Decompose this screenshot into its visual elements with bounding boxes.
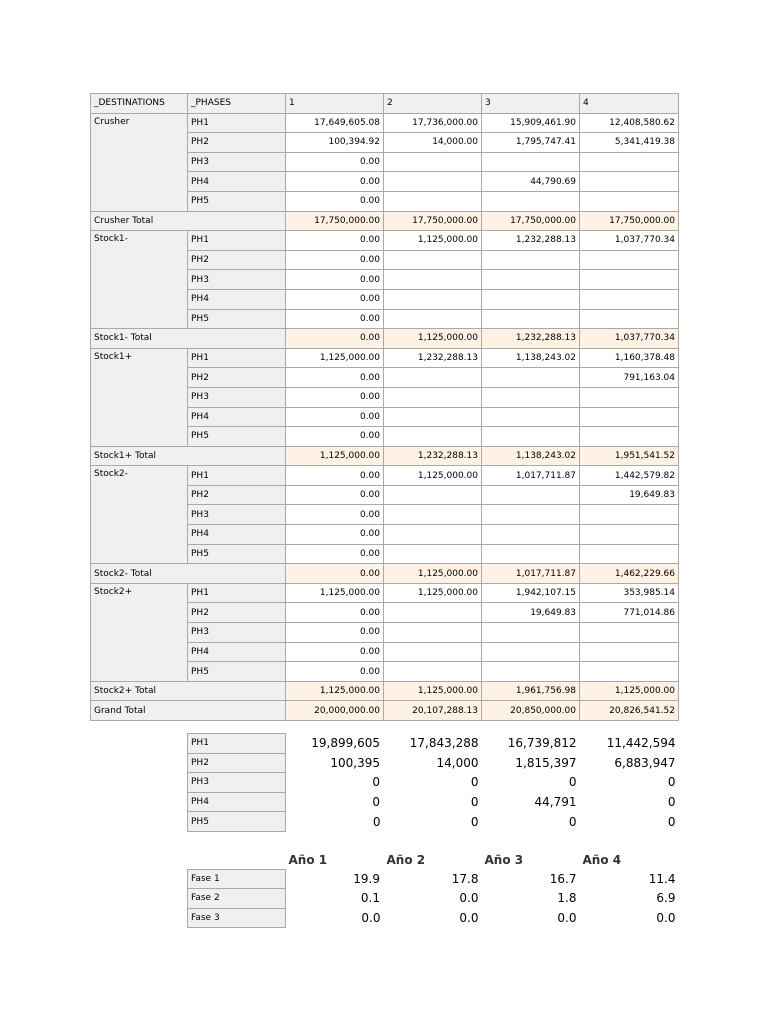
summary-value: 11,442,594 — [606, 736, 676, 751]
destination-label: Stock1- — [91, 231, 188, 329]
year-value: 0.0 — [557, 911, 577, 926]
value-cell: 0.00 — [286, 250, 384, 270]
destination-label: Crusher — [91, 113, 188, 211]
subtotal-value: 1,232,288.13 — [384, 446, 482, 466]
year-value: 0.0 — [656, 911, 676, 926]
value-cell — [384, 309, 482, 329]
table-row — [91, 466, 679, 486]
value-cell: 0.00 — [286, 152, 384, 172]
summary-value: 19,899,605 — [311, 736, 380, 751]
subtotal-label: Crusher Total — [91, 211, 286, 231]
value-cell: 1,125,000.00 — [286, 583, 384, 603]
value-cell: 0.00 — [286, 466, 384, 486]
value-cell: 0.00 — [286, 603, 384, 623]
fase-label: Fase 3 — [188, 908, 286, 928]
summary-value: 0 — [667, 795, 676, 810]
phase-label: PH2 — [188, 368, 286, 388]
table-row — [91, 231, 679, 251]
value-cell: 1,160,378.48 — [580, 348, 679, 368]
value-cell — [482, 368, 580, 388]
year-header: Año 4 — [582, 852, 622, 867]
value-cell — [482, 623, 580, 643]
value-cell — [580, 544, 679, 564]
summary-value: 0 — [470, 795, 479, 810]
subtotal-value: 1,125,000.00 — [384, 681, 482, 701]
value-cell: 0.00 — [286, 544, 384, 564]
value-cell: 19,649.83 — [580, 485, 679, 505]
value-cell — [482, 191, 580, 211]
summary-value: 44,791 — [534, 795, 577, 810]
phase-label: PH3 — [188, 623, 286, 643]
value-cell — [482, 525, 580, 545]
years-row — [188, 889, 679, 909]
years-row — [188, 908, 679, 928]
summary-value: 1,815,397 — [515, 755, 577, 770]
value-cell: 1,125,000.00 — [384, 466, 482, 486]
value-cell — [384, 270, 482, 290]
years-header-row — [188, 850, 679, 869]
subtotal-row — [91, 564, 679, 584]
subtotal-value: 1,138,243.02 — [482, 446, 580, 466]
summary-value: 0 — [470, 775, 479, 790]
summary-phase-label: PH2 — [188, 753, 286, 773]
value-cell — [384, 544, 482, 564]
header-row — [91, 94, 679, 114]
year-value: 0.0 — [459, 891, 479, 906]
summary-value: 0 — [372, 775, 380, 790]
value-cell — [384, 505, 482, 525]
subtotal-value: 17,750,000.00 — [384, 211, 482, 231]
value-cell — [384, 152, 482, 172]
value-cell: 0.00 — [286, 309, 384, 329]
phase-label: PH1 — [188, 583, 286, 603]
year-header: Año 2 — [386, 852, 426, 867]
header-cell: _DESTINATIONS — [91, 94, 188, 114]
subtotal-label: Stock2+ Total — [91, 681, 286, 701]
subtotal-value: 1,125,000.00 — [286, 446, 384, 466]
subtotal-label: Stock2- Total — [91, 564, 286, 584]
value-cell — [482, 309, 580, 329]
summary-value: 0 — [470, 814, 479, 829]
value-cell: 1,125,000.00 — [384, 231, 482, 251]
grand-total-value: 20,000,000.00 — [286, 701, 384, 721]
summary-value: 0 — [568, 775, 577, 790]
phase-label: PH1 — [188, 348, 286, 368]
table-row — [91, 348, 679, 368]
header-cell: _PHASES — [188, 94, 286, 114]
value-cell — [384, 368, 482, 388]
value-cell — [482, 642, 580, 662]
value-cell — [580, 662, 679, 682]
value-cell — [482, 289, 580, 309]
value-cell — [384, 662, 482, 682]
phase-label: PH4 — [188, 172, 286, 192]
value-cell: 0.00 — [286, 231, 384, 251]
value-cell — [482, 485, 580, 505]
grand-total-value: 20,107,288.13 — [384, 701, 482, 721]
grand-total-label: Grand Total — [91, 701, 286, 721]
value-cell: 1,232,288.13 — [384, 348, 482, 368]
phase-label: PH2 — [188, 485, 286, 505]
phase-label: PH1 — [188, 231, 286, 251]
value-cell — [580, 289, 679, 309]
summary-value: 0 — [372, 814, 381, 829]
value-cell: 1,942,107.15 — [482, 583, 580, 603]
subtotal-value: 1,037,770.34 — [580, 329, 679, 349]
year-value: 0.0 — [361, 911, 381, 926]
subtotal-value: 17,750,000.00 — [580, 211, 679, 231]
value-cell: 0.00 — [286, 525, 384, 545]
subtotal-value: 0.00 — [286, 329, 384, 349]
value-cell — [384, 603, 482, 623]
yearly-summary-table — [187, 850, 679, 928]
subtotal-value: 17,750,000.00 — [286, 211, 384, 231]
value-cell: 0.00 — [286, 427, 384, 447]
value-cell — [580, 387, 679, 407]
value-cell — [580, 505, 679, 525]
phase-label: PH4 — [188, 289, 286, 309]
phase-label: PH1 — [188, 466, 286, 486]
summary-value: 17,843,288 — [409, 736, 479, 751]
destination-label: Stock1+ — [91, 348, 188, 446]
value-cell — [384, 407, 482, 427]
value-cell — [482, 505, 580, 525]
value-cell — [384, 623, 482, 643]
phase-label: PH2 — [188, 133, 286, 153]
value-cell — [384, 250, 482, 270]
value-cell: 1,795,747.41 — [482, 133, 580, 153]
subtotal-label: Stock1- Total — [91, 329, 286, 349]
subtotal-value: 0.00 — [286, 564, 384, 584]
summary-value: 0 — [667, 775, 676, 790]
value-cell — [580, 427, 679, 447]
fase-label: Fase 2 — [188, 889, 286, 909]
value-cell: 1,442,579.82 — [580, 466, 679, 486]
destination-label: Stock2+ — [91, 583, 188, 681]
value-cell: 15,909,461.90 — [482, 113, 580, 133]
value-cell: 1,138,243.02 — [482, 348, 580, 368]
value-cell — [580, 407, 679, 427]
table-row — [91, 113, 679, 133]
subtotal-value: 1,125,000.00 — [286, 681, 384, 701]
subtotal-row — [91, 446, 679, 466]
summary-value: 6,883,947 — [614, 755, 676, 770]
header-cell: 2 — [384, 94, 482, 114]
year-value: 0.0 — [459, 911, 479, 926]
fase-label: Fase 1 — [188, 869, 286, 889]
value-cell — [384, 191, 482, 211]
year-value: 11.4 — [648, 871, 676, 886]
value-cell: 0.00 — [286, 368, 384, 388]
year-header: Año 3 — [484, 852, 524, 867]
value-cell: 17,649,605.08 — [286, 113, 384, 133]
value-cell: 12,408,580.62 — [580, 113, 679, 133]
value-cell — [482, 544, 580, 564]
year-value: 19.9 — [353, 871, 380, 886]
value-cell — [482, 407, 580, 427]
value-cell — [580, 172, 679, 192]
value-cell — [580, 309, 679, 329]
value-cell: 14,000.00 — [384, 133, 482, 153]
header-cell: 3 — [482, 94, 580, 114]
phase-label: PH5 — [188, 662, 286, 682]
value-cell — [384, 289, 482, 309]
year-header: Año 1 — [288, 852, 328, 867]
summary-row — [188, 792, 679, 812]
value-cell: 5,341,419.38 — [580, 133, 679, 153]
value-cell: 0.00 — [286, 191, 384, 211]
value-cell: 0.00 — [286, 485, 384, 505]
phase-summary-table — [187, 733, 679, 832]
pivot-table — [90, 93, 679, 721]
phase-label: PH2 — [188, 603, 286, 623]
value-cell: 791,163.04 — [580, 368, 679, 388]
subtotal-value: 1,125,000.00 — [384, 329, 482, 349]
value-cell — [482, 250, 580, 270]
subtotal-row — [91, 329, 679, 349]
phase-label: PH3 — [188, 270, 286, 290]
value-cell — [482, 427, 580, 447]
grand-total-row — [91, 701, 679, 721]
phase-label: PH3 — [188, 505, 286, 525]
year-value: 17.8 — [451, 871, 479, 886]
grand-total-value: 20,826,541.52 — [580, 701, 679, 721]
subtotal-value: 1,017,711.87 — [482, 564, 580, 584]
subtotal-value: 1,232,288.13 — [482, 329, 580, 349]
value-cell — [482, 662, 580, 682]
phase-label: PH2 — [188, 250, 286, 270]
years-corner — [188, 850, 286, 869]
phase-label: PH5 — [188, 544, 286, 564]
value-cell — [384, 427, 482, 447]
value-cell: 17,736,000.00 — [384, 113, 482, 133]
value-cell: 1,125,000.00 — [384, 583, 482, 603]
summary-row — [188, 753, 679, 773]
subtotal-value: 1,125,000.00 — [384, 564, 482, 584]
summary-phase-label: PH3 — [188, 773, 286, 793]
phase-label: PH4 — [188, 407, 286, 427]
value-cell — [482, 270, 580, 290]
table-row — [91, 583, 679, 603]
value-cell: 1,037,770.34 — [580, 231, 679, 251]
value-cell: 353,985.14 — [580, 583, 679, 603]
value-cell — [580, 250, 679, 270]
value-cell — [384, 172, 482, 192]
value-cell: 100,394.92 — [286, 133, 384, 153]
summary-phase-label: PH4 — [188, 792, 286, 812]
value-cell: 1,017,711.87 — [482, 466, 580, 486]
summary-value: 100,395 — [330, 755, 380, 770]
value-cell: 0.00 — [286, 387, 384, 407]
summary-phase-label: PH1 — [188, 734, 286, 754]
value-cell — [580, 642, 679, 662]
subtotal-label: Stock1+ Total — [91, 446, 286, 466]
phase-label: PH5 — [188, 427, 286, 447]
value-cell: 0.00 — [286, 172, 384, 192]
header-cell: 1 — [286, 94, 384, 114]
value-cell — [482, 152, 580, 172]
year-value: 6.9 — [656, 891, 676, 906]
phase-label: PH4 — [188, 642, 286, 662]
phase-label: PH3 — [188, 387, 286, 407]
year-value: 0.1 — [360, 891, 380, 906]
value-cell — [580, 525, 679, 545]
value-cell: 1,232,288.13 — [482, 231, 580, 251]
phase-label: PH3 — [188, 152, 286, 172]
phase-label: PH5 — [188, 191, 286, 211]
summary-value: 16,739,812 — [507, 736, 577, 751]
subtotal-value: 1,462,229.66 — [580, 564, 679, 584]
summary-phase-label: PH5 — [188, 812, 286, 832]
value-cell: 0.00 — [286, 407, 384, 427]
value-cell — [482, 387, 580, 407]
value-cell — [580, 623, 679, 643]
value-cell — [580, 191, 679, 211]
value-cell: 19,649.83 — [482, 603, 580, 623]
value-cell: 771,014.86 — [580, 603, 679, 623]
summary-row — [188, 734, 679, 754]
subtotal-row — [91, 211, 679, 231]
subtotal-value: 17,750,000.00 — [482, 211, 580, 231]
value-cell — [384, 485, 482, 505]
value-cell: 0.00 — [286, 289, 384, 309]
summary-value: 0 — [568, 814, 577, 829]
summary-row — [188, 773, 679, 793]
subtotal-value: 1,961,756.98 — [482, 681, 580, 701]
value-cell — [384, 525, 482, 545]
summary-value: 0 — [372, 795, 380, 810]
value-cell: 0.00 — [286, 505, 384, 525]
summary-value: 14,000 — [436, 755, 479, 770]
header-cell: 4 — [580, 94, 679, 114]
summary-value: 0 — [667, 814, 676, 829]
value-cell: 0.00 — [286, 662, 384, 682]
value-cell: 44,790.69 — [482, 172, 580, 192]
phase-label: PH4 — [188, 525, 286, 545]
phase-label: PH1 — [188, 113, 286, 133]
grand-total-value: 20,850,000.00 — [482, 701, 580, 721]
value-cell — [384, 642, 482, 662]
value-cell — [580, 152, 679, 172]
year-value: 16.7 — [549, 871, 577, 886]
year-value: 1.8 — [557, 891, 577, 906]
value-cell: 0.00 — [286, 270, 384, 290]
value-cell: 1,125,000.00 — [286, 348, 384, 368]
value-cell: 0.00 — [286, 642, 384, 662]
value-cell — [580, 270, 679, 290]
subtotal-row — [91, 681, 679, 701]
destination-label: Stock2- — [91, 466, 188, 564]
summary-row — [188, 812, 679, 832]
phase-label: PH5 — [188, 309, 286, 329]
subtotal-value: 1,125,000.00 — [580, 681, 679, 701]
years-row — [188, 869, 679, 889]
value-cell: 0.00 — [286, 623, 384, 643]
subtotal-value: 1,951,541.52 — [580, 446, 679, 466]
value-cell — [384, 387, 482, 407]
